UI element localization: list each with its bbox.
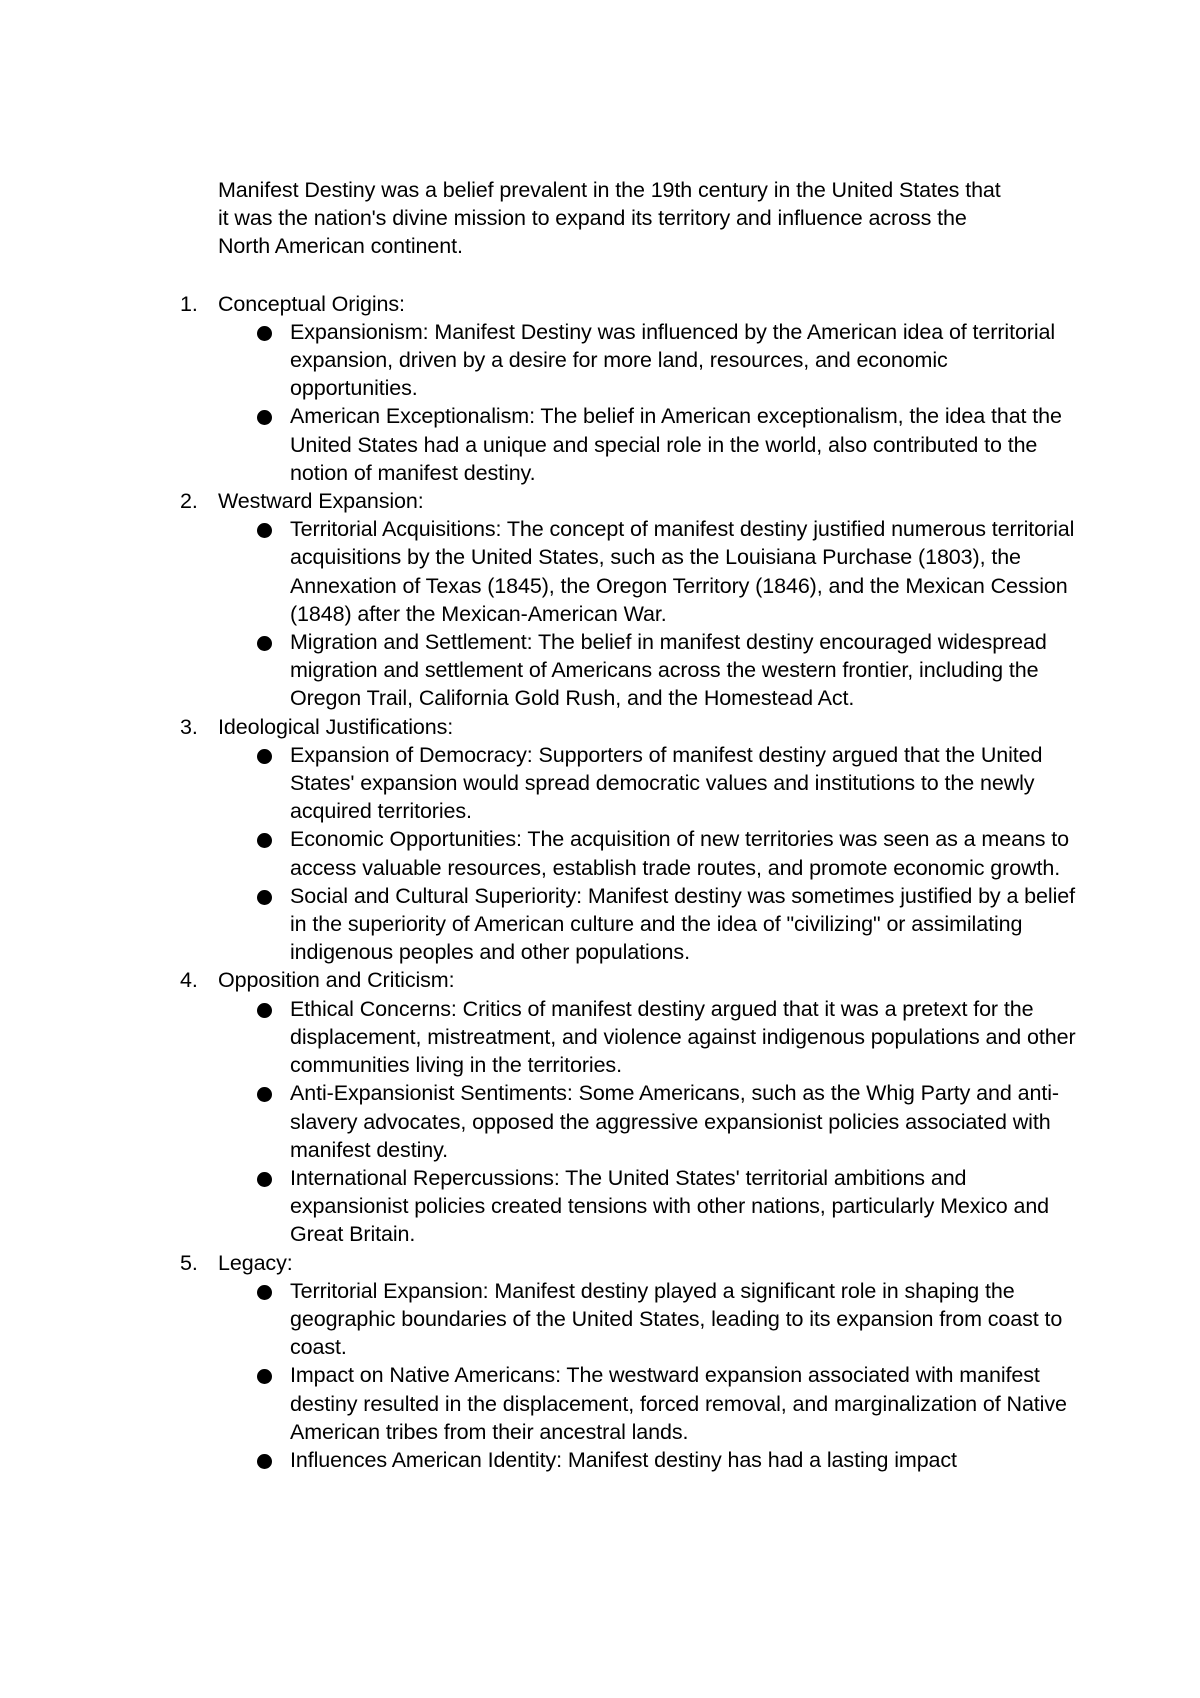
bullet-list: [218, 515, 1088, 712]
section-item: [180, 713, 1088, 967]
bullet-text: Ethical Concerns: Critics of manifest destiny argued that it was a pretext for the displacement, mistreatment, and violence against indigenous populations and other communities living in the territories.: [290, 996, 1076, 1078]
bullet-list: [218, 741, 1088, 967]
section-title: Opposition and Criticism:: [218, 968, 455, 993]
bullet-text: Influences American Identity: Manifest destiny has had a lasting impact: [290, 1447, 957, 1472]
bullet-item: [290, 995, 1080, 1080]
bullet-icon: [257, 1003, 272, 1018]
section-item: [180, 966, 1088, 1248]
section-number: 3.: [180, 714, 198, 739]
bullet-icon: [257, 1369, 272, 1384]
bullet-item: [290, 741, 1080, 826]
bullet-item: [290, 825, 1080, 881]
bullet-item: [290, 1361, 1080, 1446]
bullet-icon: [257, 1285, 272, 1300]
bullet-icon: [257, 326, 272, 341]
bullet-icon: [257, 749, 272, 764]
bullet-text: Territorial Expansion: Manifest destiny played a significant role in shaping the geographic boundaries of the United States, leading to its expansion from coast to coast.: [290, 1278, 1063, 1360]
section-number: 2.: [180, 489, 198, 514]
section-number: 5.: [180, 1250, 198, 1275]
bullet-text: Social and Cultural Superiority: Manifest destiny was sometimes justified by a belief in the superiority of American culture and the idea of "civilizing" or assimilating indigenous peoples and other populations.: [290, 883, 1075, 965]
bullet-item: [290, 882, 1080, 967]
bullet-item: [290, 1446, 1080, 1474]
section-number: 4.: [180, 968, 198, 993]
bullet-item: [290, 1164, 1080, 1249]
bullet-text: Economic Opportunities: The acquisition of new territories was seen as a means to access valuable resources, establish trade routes, and promote economic growth.: [290, 827, 1070, 880]
bullet-icon: [257, 1172, 272, 1187]
bullet-item: [290, 628, 1080, 713]
section-title: Ideological Justifications:: [218, 714, 454, 739]
section-item: [180, 1249, 1088, 1475]
section-number: 1.: [180, 291, 198, 316]
bullet-icon: [257, 833, 272, 848]
bullet-text: International Repercussions: The United States' territorial ambitions and expansionist policies created tensions with other nations, particularly Mexico and Great Britain.: [290, 1165, 1050, 1247]
bullet-icon: [257, 890, 272, 905]
bullet-icon: [257, 1454, 272, 1469]
section-title: Legacy:: [218, 1250, 293, 1275]
bullet-list: [218, 1277, 1088, 1474]
bullet-list: [218, 318, 1088, 487]
bullet-text: American Exceptionalism: The belief in American exceptionalism, the idea that the United States had a unique and special role in the world, also contributed to the notion of manifest destiny.: [290, 404, 1062, 485]
bullet-text: Expansion of Democracy: Supporters of manifest destiny argued that the United States' expansion would spread democratic values and institutions to the newly acquired territories.: [290, 742, 1043, 824]
bullet-item: [290, 402, 1080, 487]
document-content: [180, 176, 1088, 1474]
section-item: [180, 290, 1088, 487]
bullet-icon: [257, 410, 272, 425]
bullet-text: Territorial Acquisitions: The concept of manifest destiny justified numerous territorial acquisitions by the United States, such as the Louisiana Purchase (1803), the Annexation of Texas (1845), the Oregon Territory (1846), and the Mexican Cession (1848) after the Mexican-American War.: [290, 517, 1075, 626]
bullet-text: Expansionism: Manifest Destiny was influenced by the American idea of territorial expansion, driven by a desire for more land, resources, and economic opportunities.: [290, 319, 1056, 401]
bullet-item: [290, 1277, 1080, 1362]
section-title: Westward Expansion:: [218, 489, 424, 514]
intro-paragraph: Manifest Destiny was a belief prevalent in the 19th century in the United States that it was the nation's divine mission to expand its territory and influence across the North American continent.: [218, 178, 1001, 259]
bullet-item: [290, 1079, 1080, 1164]
bullet-text: Migration and Settlement: The belief in manifest destiny encouraged widespread migration and settlement of Americans across the western frontier, including the Oregon Trail, California Gold Rush, and the Homestead Act.: [290, 630, 1047, 711]
bullet-icon: [257, 523, 272, 538]
section-list: [180, 290, 1088, 1475]
bullet-text: Anti-Expansionist Sentiments: Some Americans, such as the Whig Party and anti-slavery advocates, opposed the aggressive expansionist policies associated with manifest destiny.: [290, 1081, 1059, 1162]
section-item: [180, 487, 1088, 713]
bullet-list: [218, 995, 1088, 1249]
section-title: Conceptual Origins:: [218, 291, 405, 316]
bullet-icon: [257, 1087, 272, 1102]
bullet-item: [290, 318, 1080, 403]
bullet-item: [290, 515, 1080, 628]
bullet-icon: [257, 636, 272, 651]
bullet-text: Impact on Native Americans: The westward expansion associated with manifest destiny resulted in the displacement, forced removal, and marginalization of Native American tribes from their ancestral lands.: [290, 1363, 1067, 1444]
